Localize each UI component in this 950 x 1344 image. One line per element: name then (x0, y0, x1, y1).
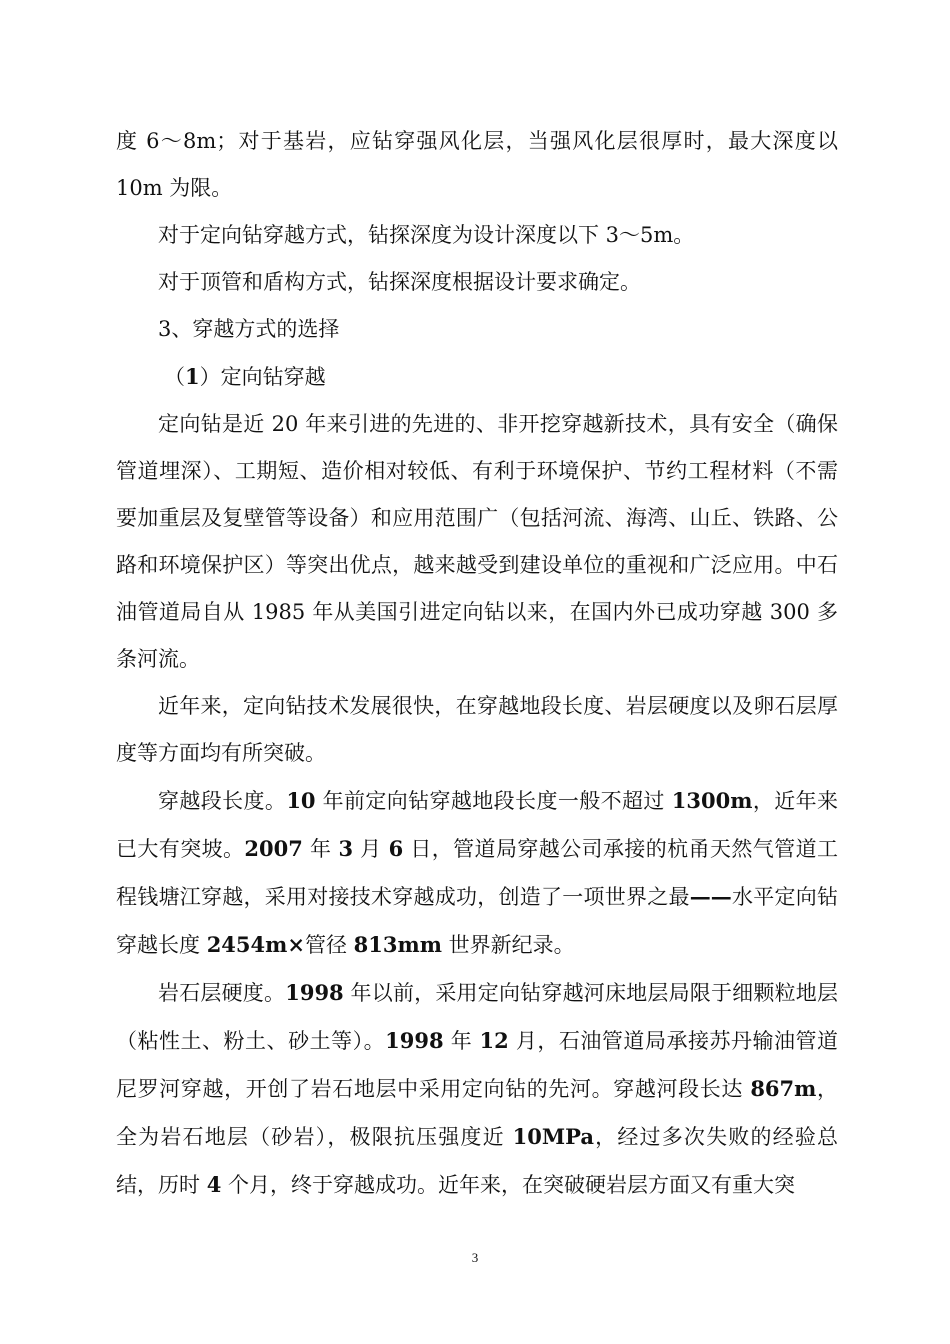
text-run: 年前定向钻穿越地段长度一般不超过 (315, 789, 672, 813)
subsection-heading (116, 353, 838, 401)
text-run: 近年来，定向钻技术发展很快，在穿越地段长度、岩层硬度以及卵石层厚度等方面均有所突破。 (116, 694, 838, 765)
paragraph-3 (116, 259, 838, 306)
bold-text-run: 3 (338, 836, 354, 861)
bold-text-run: 1300m (671, 788, 753, 813)
text-run: 水平定向钻穿越长度 (116, 885, 838, 957)
bold-text-run: 2007 (244, 836, 303, 861)
bold-text-run: 1998 (385, 1028, 444, 1053)
bold-text-run: 2454m× (206, 932, 305, 957)
text-run: ，经过多次失败的经验总结，历时 (116, 1125, 839, 1197)
paragraph-2 (116, 212, 838, 259)
text-run: 对于顶管和盾构方式，钻探深度根据设计要求确定。 (158, 270, 641, 294)
text-run: ，全为岩石地层（砂岩），极限抗压强度近 (116, 1077, 838, 1149)
bold-text-run: 867m (750, 1076, 817, 1101)
bold-text-run: —— (689, 884, 732, 909)
bold-text-run: 12 (479, 1028, 509, 1053)
text-run: 年以前，采用定向钻穿越河床地层局限于细颗粒地层（粘性土、粉土、砂土等）。 (116, 981, 838, 1053)
page-number: 3 (471, 1250, 479, 1265)
text-run: 日，管道局穿越公司承接的杭甬天然气管道工程钱塘江穿越，采用对接技术穿越成功，创造了一项世界之最 (116, 837, 838, 909)
paragraph-1 (116, 118, 838, 212)
text-run: 对于定向钻穿越方式，钻探深度为设计深度以下 3～5m。 (158, 223, 695, 247)
text-run: ）定向钻穿越 (199, 365, 326, 389)
section-heading (116, 306, 838, 353)
bold-text-run: 813mm (353, 932, 442, 957)
bold-text-run: 4 (206, 1172, 222, 1197)
text-run: 岩石层硬度。 (158, 981, 286, 1005)
text-run: 个月，终于穿越成功。近年来，在突破硬岩层方面又有重大突 (221, 1173, 795, 1197)
bold-text-run: 1 (185, 364, 200, 389)
paragraph-7 (116, 683, 838, 777)
bold-text-run: 10 (286, 788, 316, 813)
text-run: 穿越段长度。 (158, 789, 287, 813)
bold-text-run: 10MPa (512, 1124, 594, 1149)
text-run: ，近年来已大有突坡。 (116, 789, 839, 861)
bold-text-run: 6 (388, 836, 404, 861)
text-run: 年 (443, 1029, 480, 1053)
text-run: 3、穿越方式的选择 (158, 317, 340, 341)
bold-text-run: 1998 (285, 980, 344, 1005)
paragraph-6 (116, 401, 838, 683)
text-run: 月，石油管道局承接苏丹输油管道尼罗河穿越，开创了岩石地层中采用定向钻的先河。穿越河段长达 (116, 1029, 839, 1101)
text-run: 月 (353, 837, 389, 861)
text-run: 年 (302, 837, 339, 861)
text-run: 度 6～8m；对于基岩，应钻穿强风化层，当强风化层很厚时，最大深度以 10m 为限。 (116, 129, 838, 200)
paragraph-9 (116, 969, 838, 1209)
text-run: 世界新纪录。 (441, 933, 575, 957)
text-run: 定向钻是近 20 年来引进的先进的、非开挖穿越新技术，具有安全（确保管道埋深）、工期短、造价相对较低、有利于环境保护、节约工程材料（不需要加重层及复壁管等设备）和应用范围广（包括河流、海湾、山丘、铁路、公路和环境保护区）等突出优点，越来越受到建设单位的重视和广泛应用。中石油管道局自从 1985 年从美国引进定向钻以来，在国内外已成功穿越 300 多条河流。 (116, 412, 838, 671)
text-run: 管径 (304, 933, 354, 957)
text-run: （ (164, 365, 185, 389)
paragraph-8 (116, 777, 838, 969)
document-body (116, 118, 838, 1209)
